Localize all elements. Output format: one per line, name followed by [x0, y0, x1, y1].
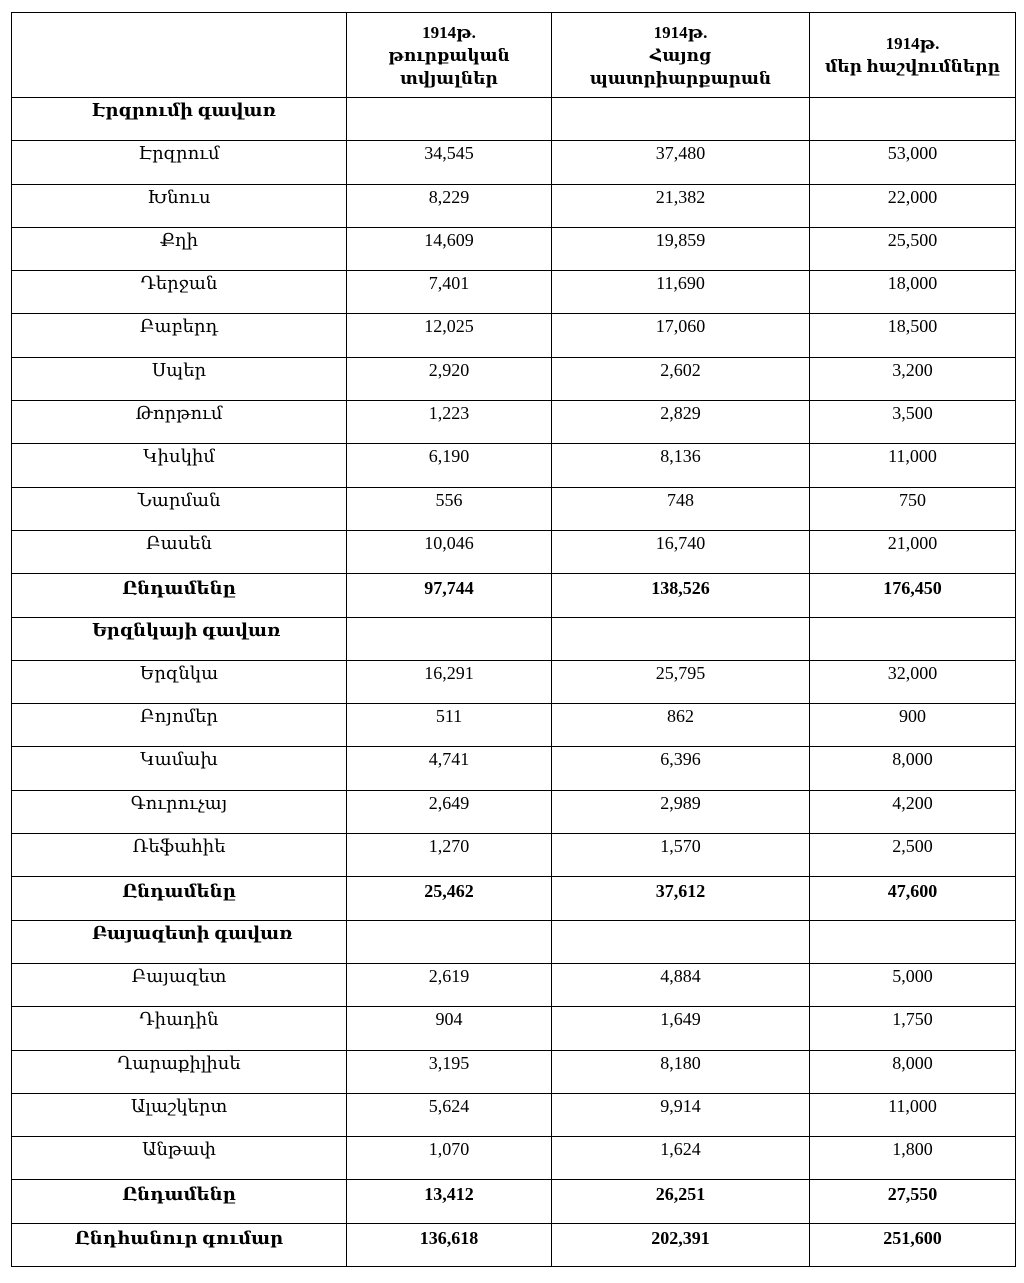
table-row	[12, 1137, 1016, 1180]
patriarchate-value: 748	[552, 487, 810, 530]
patriarchate-value: 4,884	[552, 963, 810, 1006]
header-line: պատրիարքարան	[589, 68, 772, 88]
table-row	[12, 660, 1016, 703]
region-label: Էրզրում	[12, 141, 347, 184]
table-row	[12, 790, 1016, 833]
our-calculation-value	[810, 98, 1016, 141]
patriarchate-value: 37,612	[552, 877, 810, 920]
turkish-data-value: 2,649	[347, 790, 552, 833]
turkish-data-value: 1,070	[347, 1137, 552, 1180]
our-calculation-value: 8,000	[810, 1050, 1016, 1093]
region-label: Ընդամենը	[12, 877, 347, 920]
header-cell-patriarchate	[552, 13, 810, 98]
our-calculation-value	[810, 920, 1016, 963]
table-row	[12, 530, 1016, 573]
table-body	[12, 13, 1016, 1267]
table-row	[12, 963, 1016, 1006]
table-row	[12, 487, 1016, 530]
header-cell-our-calculations	[810, 13, 1016, 98]
region-label: Կիսկիմ	[12, 444, 347, 487]
table-row	[12, 227, 1016, 270]
turkish-data-value: 25,462	[347, 877, 552, 920]
region-label: Սպեր	[12, 357, 347, 400]
patriarchate-value: 202,391	[552, 1223, 810, 1266]
region-label: Խնուս	[12, 184, 347, 227]
turkish-data-value: 3,195	[347, 1050, 552, 1093]
table-row	[12, 704, 1016, 747]
turkish-data-value: 5,624	[347, 1093, 552, 1136]
region-label: Դերջան	[12, 271, 347, 314]
header-line: 1914թ.	[422, 22, 476, 42]
region-label: Ռեֆահիե	[12, 834, 347, 877]
our-calculation-value: 18,500	[810, 314, 1016, 357]
turkish-data-value: 16,291	[347, 660, 552, 703]
turkish-data-value: 7,401	[347, 271, 552, 314]
region-label: Գուրուչայ	[12, 790, 347, 833]
region-label: Դիադին	[12, 1007, 347, 1050]
header-line: 1914թ.	[885, 34, 940, 53]
patriarchate-value: 8,136	[552, 444, 810, 487]
our-calculation-value: 18,000	[810, 271, 1016, 314]
table-row	[12, 141, 1016, 184]
our-calculation-value: 21,000	[810, 530, 1016, 573]
our-calculation-value: 8,000	[810, 747, 1016, 790]
turkish-data-value: 2,920	[347, 357, 552, 400]
turkish-data-value: 8,229	[347, 184, 552, 227]
patriarchate-value: 1,570	[552, 834, 810, 877]
section-label: Էրզրումի գավառ	[12, 98, 347, 141]
region-label: Ընդամենը	[12, 1180, 347, 1223]
patriarchate-value: 6,396	[552, 747, 810, 790]
turkish-data-value	[347, 920, 552, 963]
our-calculation-value: 251,600	[810, 1223, 1016, 1266]
patriarchate-value: 1,649	[552, 1007, 810, 1050]
patriarchate-value: 16,740	[552, 530, 810, 573]
region-label: Նարման	[12, 487, 347, 530]
turkish-data-value: 14,609	[347, 227, 552, 270]
our-calculation-value: 11,000	[810, 1093, 1016, 1136]
turkish-data-value: 34,545	[347, 141, 552, 184]
our-calculation-value: 3,500	[810, 401, 1016, 444]
our-calculation-value: 2,500	[810, 834, 1016, 877]
our-calculation-value: 1,800	[810, 1137, 1016, 1180]
turkish-data-value: 12,025	[347, 314, 552, 357]
header-line: 1914թ.	[653, 22, 708, 42]
section-label: Երզնկայի գավառ	[12, 617, 347, 660]
population-table	[11, 12, 1016, 1267]
patriarchate-value: 8,180	[552, 1050, 810, 1093]
our-calculation-value: 25,500	[810, 227, 1016, 270]
region-label: Ընդամենը	[12, 574, 347, 617]
turkish-data-value: 6,190	[347, 444, 552, 487]
turkish-data-value: 511	[347, 704, 552, 747]
turkish-data-value: 97,744	[347, 574, 552, 617]
turkish-data-value: 10,046	[347, 530, 552, 573]
patriarchate-value: 138,526	[552, 574, 810, 617]
turkish-data-value	[347, 98, 552, 141]
region-label: Քղի	[12, 227, 347, 270]
turkish-data-value: 1,270	[347, 834, 552, 877]
header-line: մեր հաշվումները	[824, 57, 1001, 76]
region-label: Երզնկա	[12, 660, 347, 703]
section-row	[12, 920, 1016, 963]
table-row	[12, 1050, 1016, 1093]
table-row	[12, 1093, 1016, 1136]
subtotal-row	[12, 877, 1016, 920]
header-cell-blank	[12, 13, 347, 98]
our-calculation-value: 3,200	[810, 357, 1016, 400]
our-calculation-value: 32,000	[810, 660, 1016, 703]
table-row	[12, 357, 1016, 400]
turkish-data-value: 2,619	[347, 963, 552, 1006]
our-calculation-value: 5,000	[810, 963, 1016, 1006]
turkish-data-value: 136,618	[347, 1223, 552, 1266]
our-calculation-value: 176,450	[810, 574, 1016, 617]
patriarchate-value	[552, 98, 810, 141]
patriarchate-value: 2,829	[552, 401, 810, 444]
table-row	[12, 401, 1016, 444]
patriarchate-value: 37,480	[552, 141, 810, 184]
patriarchate-value: 19,859	[552, 227, 810, 270]
table-row	[12, 271, 1016, 314]
our-calculation-value: 53,000	[810, 141, 1016, 184]
patriarchate-value: 25,795	[552, 660, 810, 703]
our-calculation-value: 27,550	[810, 1180, 1016, 1223]
patriarchate-value: 2,989	[552, 790, 810, 833]
header-line: Հայոց	[649, 45, 712, 65]
our-calculation-value: 11,000	[810, 444, 1016, 487]
section-label: Բայազետի գավառ	[12, 920, 347, 963]
section-row	[12, 98, 1016, 141]
turkish-data-value: 13,412	[347, 1180, 552, 1223]
region-label: Բոյոմեր	[12, 704, 347, 747]
patriarchate-value	[552, 617, 810, 660]
header-line: տվյալներ	[400, 68, 498, 88]
patriarchate-value: 21,382	[552, 184, 810, 227]
patriarchate-value: 26,251	[552, 1180, 810, 1223]
turkish-data-value: 4,741	[347, 747, 552, 790]
table-row	[12, 184, 1016, 227]
table-row	[12, 747, 1016, 790]
turkish-data-value: 904	[347, 1007, 552, 1050]
header-line: թուրքական	[388, 45, 510, 65]
patriarchate-value	[552, 920, 810, 963]
grand-total-row	[12, 1223, 1016, 1266]
our-calculation-value	[810, 617, 1016, 660]
region-label: Բայազետ	[12, 963, 347, 1006]
turkish-data-value	[347, 617, 552, 660]
region-label: Կամախ	[12, 747, 347, 790]
patriarchate-value: 1,624	[552, 1137, 810, 1180]
region-label: Ալաշկերտ	[12, 1093, 347, 1136]
header-cell-turkish-data	[347, 13, 552, 98]
turkish-data-value: 556	[347, 487, 552, 530]
our-calculation-value: 4,200	[810, 790, 1016, 833]
subtotal-row	[12, 574, 1016, 617]
region-label: Բաբերդ	[12, 314, 347, 357]
patriarchate-value: 9,914	[552, 1093, 810, 1136]
section-row	[12, 617, 1016, 660]
patriarchate-value: 17,060	[552, 314, 810, 357]
our-calculation-value: 22,000	[810, 184, 1016, 227]
turkish-data-value: 1,223	[347, 401, 552, 444]
header-row	[12, 13, 1016, 98]
subtotal-row	[12, 1180, 1016, 1223]
table-row	[12, 1007, 1016, 1050]
region-label: Ընդհանուր գումար	[12, 1223, 347, 1266]
patriarchate-value: 2,602	[552, 357, 810, 400]
region-label: Անթափ	[12, 1137, 347, 1180]
table-row	[12, 834, 1016, 877]
table-row	[12, 314, 1016, 357]
table-row	[12, 444, 1016, 487]
region-label: Ղարաքիլիսե	[12, 1050, 347, 1093]
our-calculation-value: 47,600	[810, 877, 1016, 920]
patriarchate-value: 862	[552, 704, 810, 747]
our-calculation-value: 750	[810, 487, 1016, 530]
region-label: Բասեն	[12, 530, 347, 573]
our-calculation-value: 1,750	[810, 1007, 1016, 1050]
patriarchate-value: 11,690	[552, 271, 810, 314]
region-label: Թորթում	[12, 401, 347, 444]
our-calculation-value: 900	[810, 704, 1016, 747]
